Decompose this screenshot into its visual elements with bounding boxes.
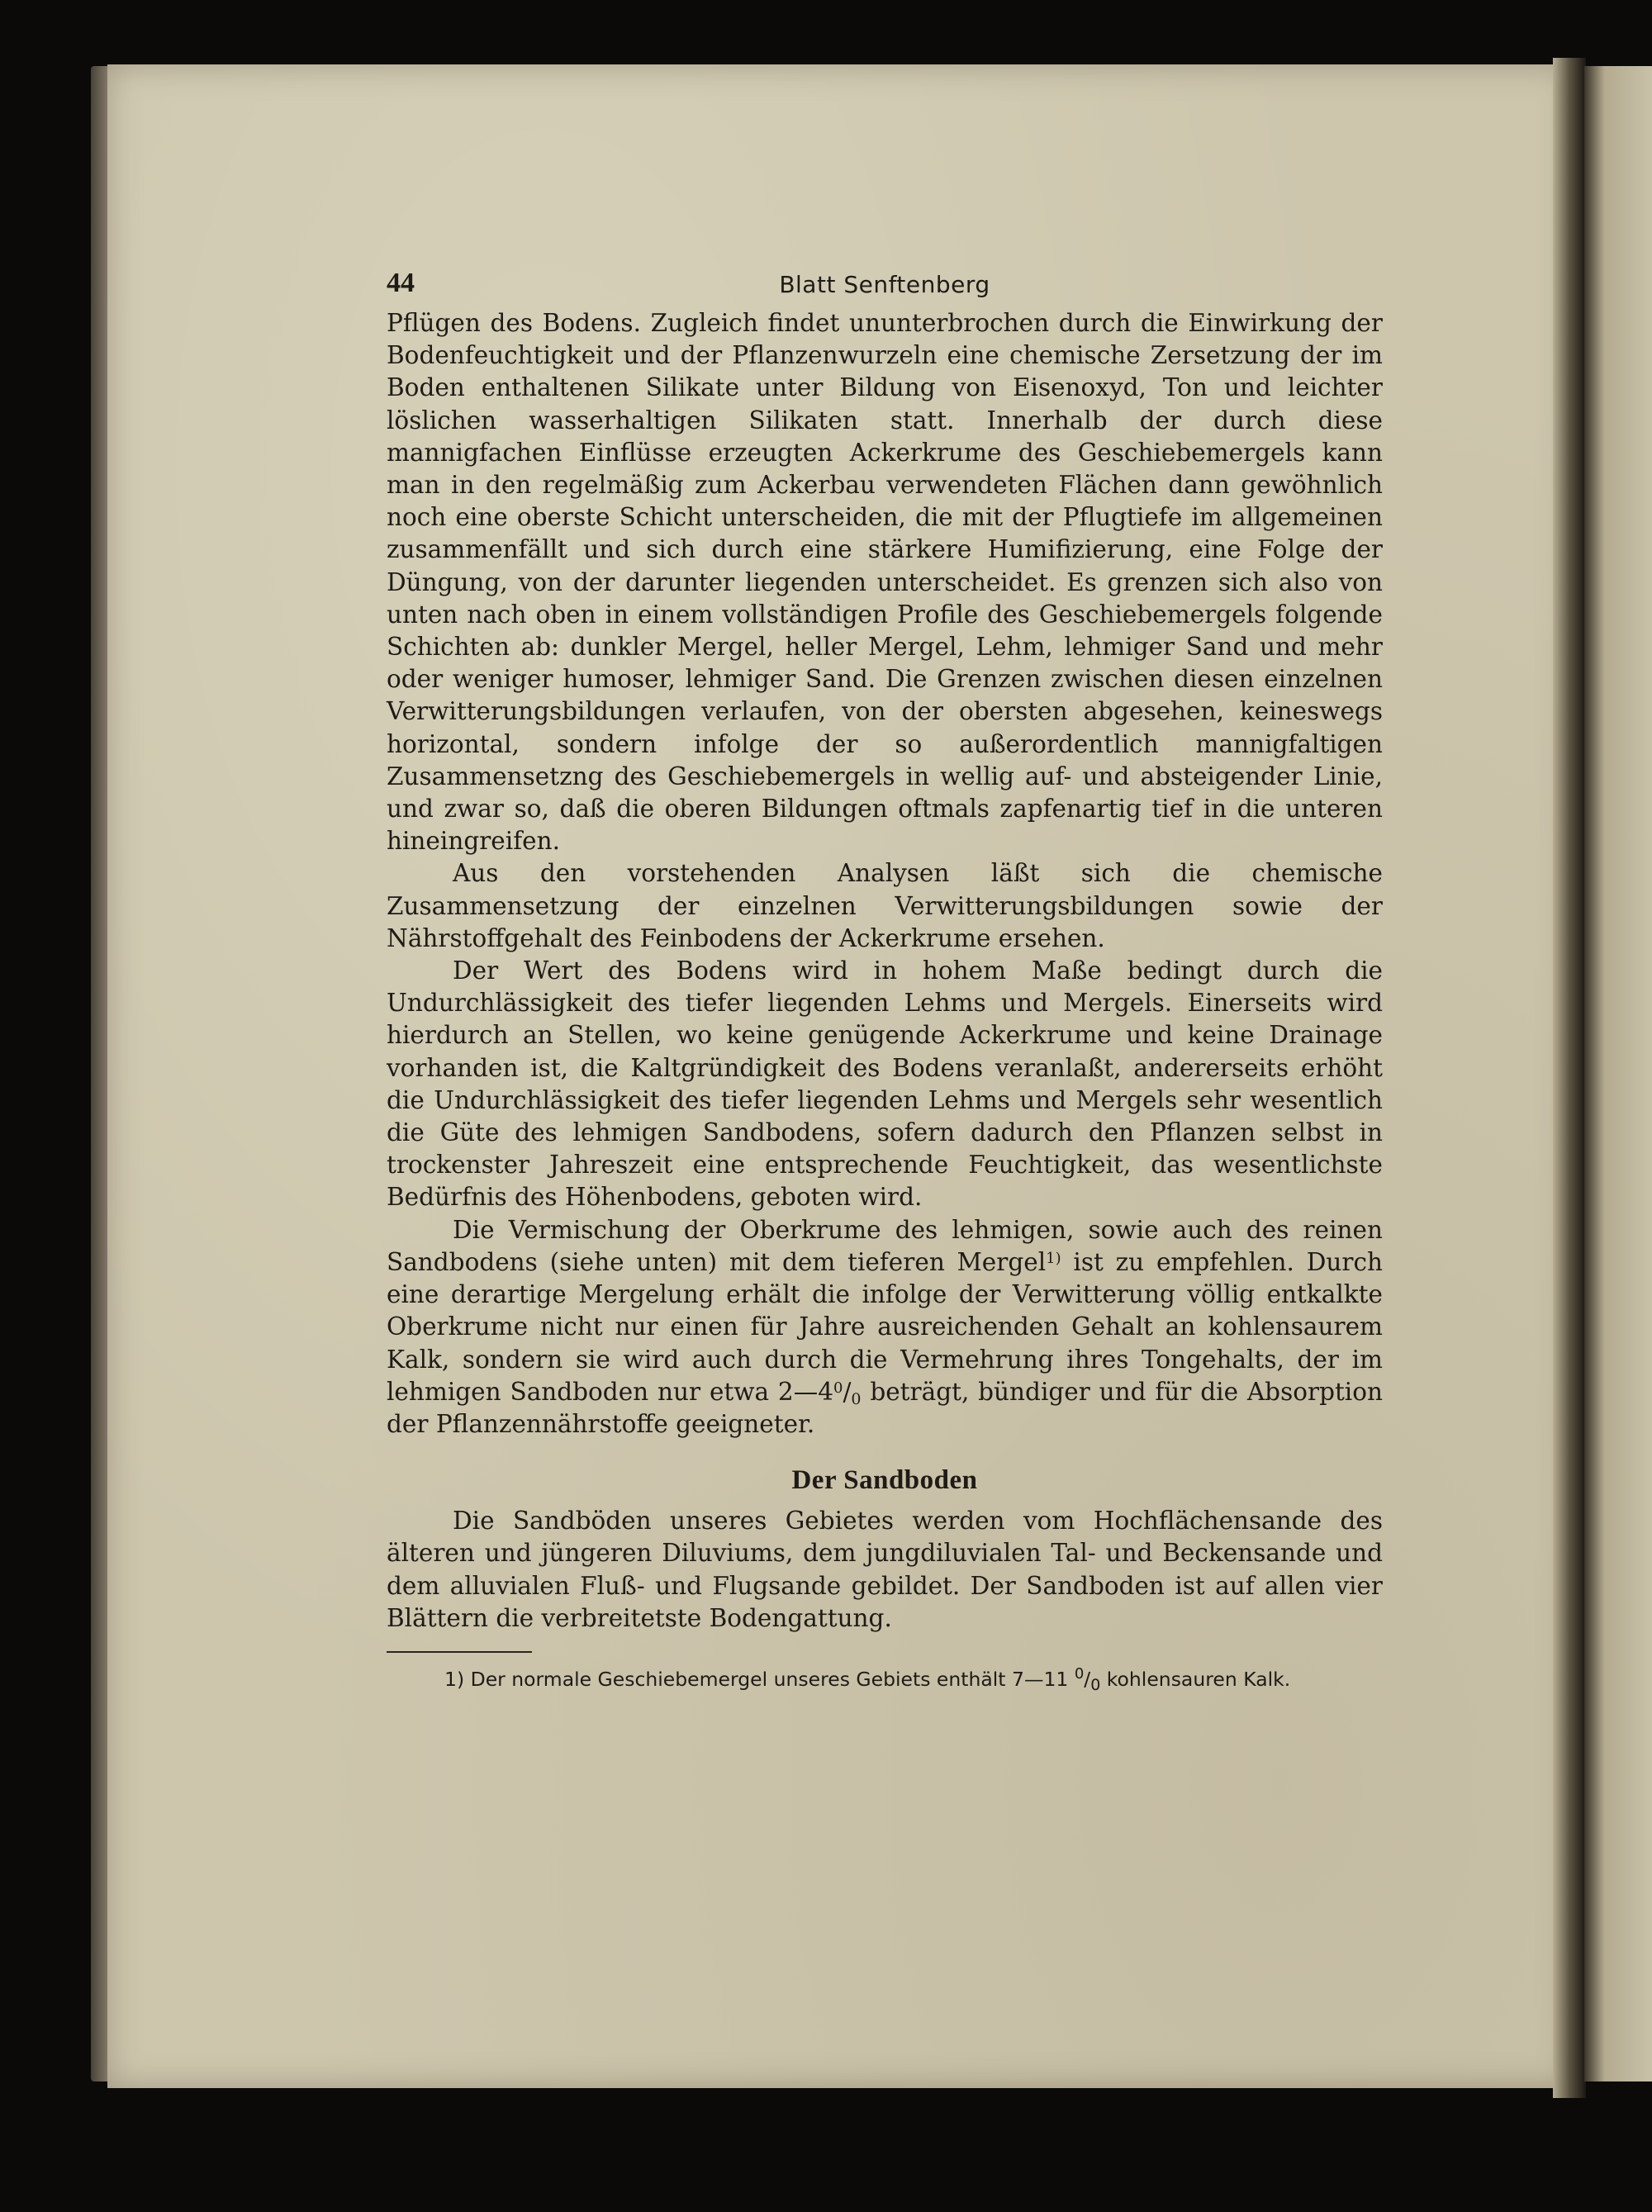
paragraph-4-part-1: Die Vermischung der Oberkrume des lehmigen, sowie auch des reinen Sandbodens (siehe unten) mit dem tieferen Mergel — [387, 1215, 1383, 1276]
percent-sign-top: 0 — [833, 1379, 843, 1397]
footnote-percent-bottom: 0 — [1090, 1675, 1101, 1694]
book-gutter — [1553, 58, 1586, 2098]
paragraph-3: Der Wert des Bodens wird in hohem Maße bedingt durch die Undurchlässigkeit des tiefer liegenden Lehms und Mergels. Einerseits wird hierdurch an Stellen, wo keine genügende Ackerkrume und keine Drainage vorhanden ist, die Kaltgründigkeit des Bodens veranlaßt, andererseits erhöht die Undurchlässigkeit des tiefer liegenden Lehms und Mergels sehr wesentlich die Güte des lehmigen Sandbodens, sofern dadurch den Pflanzen selbst in trockenster Jahreszeit eine entsprechende Feuchtigkeit, das wesentlichste Bedürfnis des Höhenbodens, geboten wird. — [387, 956, 1383, 1212]
footnote-reference: 1) — [1046, 1249, 1061, 1267]
footnote-percent-top: 0 — [1074, 1664, 1085, 1683]
paragraph-4-part-2: ist zu empfehlen. Durch eine derartige Mergelung erhält die infolge der Verwitterung völlig entkalkte Oberkrume nicht nur einen für Jahre ausreichenden Gehalt an kohlensaurem Kalk, sondern sie wird auch durch die Vermehrung ihres Tongehalts, der im lehmigen Sandboden nur etwa 2—4 — [387, 1247, 1383, 1406]
paragraph-1: Pflügen des Bodens. Zugleich findet ununterbrochen durch die Einwirkung der Bodenfeuchtigkeit und der Pflanzenwurzeln eine chemische Zersetzung der im Boden enthaltenen Silikate unter Bildung von Eisenoxyd, Ton und leichter löslichen wasserhaltigen Silikaten statt. Innerhalb der durch diese mannigfachen Einflüsse erzeugten Ackerkrume des Geschiebemergels kann man in den regelmäßig zum Ackerbau verwendeten Flächen dann gewöhnlich noch eine oberste Schicht unterscheiden, die mit der Pflugtiefe im allgemeinen zusammenfällt und sich durch eine stärkere Humifizierung, eine Folge der Düngung, von der darunter liegenden unterscheidet. Es grenzen sich also von unten nach oben in einem vollständigen Profile des Geschiebemergels folgende Schichten ab: dunkler Mergel, heller Mergel, Lehm, lehmiger Sand und mehr oder weniger humoser, lehmiger Sand. Die Grenzen zwischen diesen einzelnen Verwitterungsbildungen verlaufen, von der obersten abgesehen, keineswegs horizontal, sondern infolge der so außerordentlich mannigfaltigen Zusammensetzng des Geschiebemergels in wellig auf- und absteigender Linie, und zwar so, daß die oberen Bildungen oftmals zapfenartig tief in die unteren hineingreifen. — [387, 309, 1383, 856]
page-number: 44 — [387, 268, 415, 298]
percent-sign-bottom: 0 — [851, 1389, 862, 1408]
footnote-text-2: kohlensauren Kalk. — [1100, 1667, 1291, 1691]
body-text — [387, 307, 1383, 1635]
percent-sign-slash: / — [843, 1377, 852, 1406]
section-heading: Der Sandboden — [791, 1465, 978, 1496]
next-page-edge — [1584, 66, 1652, 2081]
footnote-percent-slash: / — [1084, 1667, 1091, 1691]
footnote-text-1: Der normale Geschiebemergel unseres Gebiets enthält 7—11 — [464, 1667, 1075, 1691]
paragraph-2: Aus den vorstehenden Analysen läßt sich die chemische Zusammensetzung der einzelnen Verwitterungsbildungen sowie der Nährstoffgehalt des Feinbodens der Ackerkrume ersehen. — [387, 859, 1383, 952]
page-content — [387, 261, 1383, 1694]
footnote-mark: 1) — [444, 1667, 465, 1691]
paragraph-4-part-3: beträgt, bündiger und für die Absorption der Pflanzennährstoffe geeigneter. — [387, 1377, 1383, 1438]
footnote-rule — [387, 1651, 532, 1653]
footnote — [387, 1664, 1383, 1694]
running-head — [387, 261, 1383, 307]
section-paragraph: Die Sandböden unseres Gebietes werden vom Hochflächensande des älteren und jüngeren Diluviums, dem jungdiluvialen Tal- und Beckensande und dem alluvialen Fluß- und Flugsande gebildet. Der Sandboden ist auf allen vier Blättern die verbreitetste Bodengattung. — [387, 1507, 1383, 1632]
paragraph-4 — [387, 1214, 1383, 1441]
running-title: Blatt Senftenberg — [779, 271, 990, 298]
